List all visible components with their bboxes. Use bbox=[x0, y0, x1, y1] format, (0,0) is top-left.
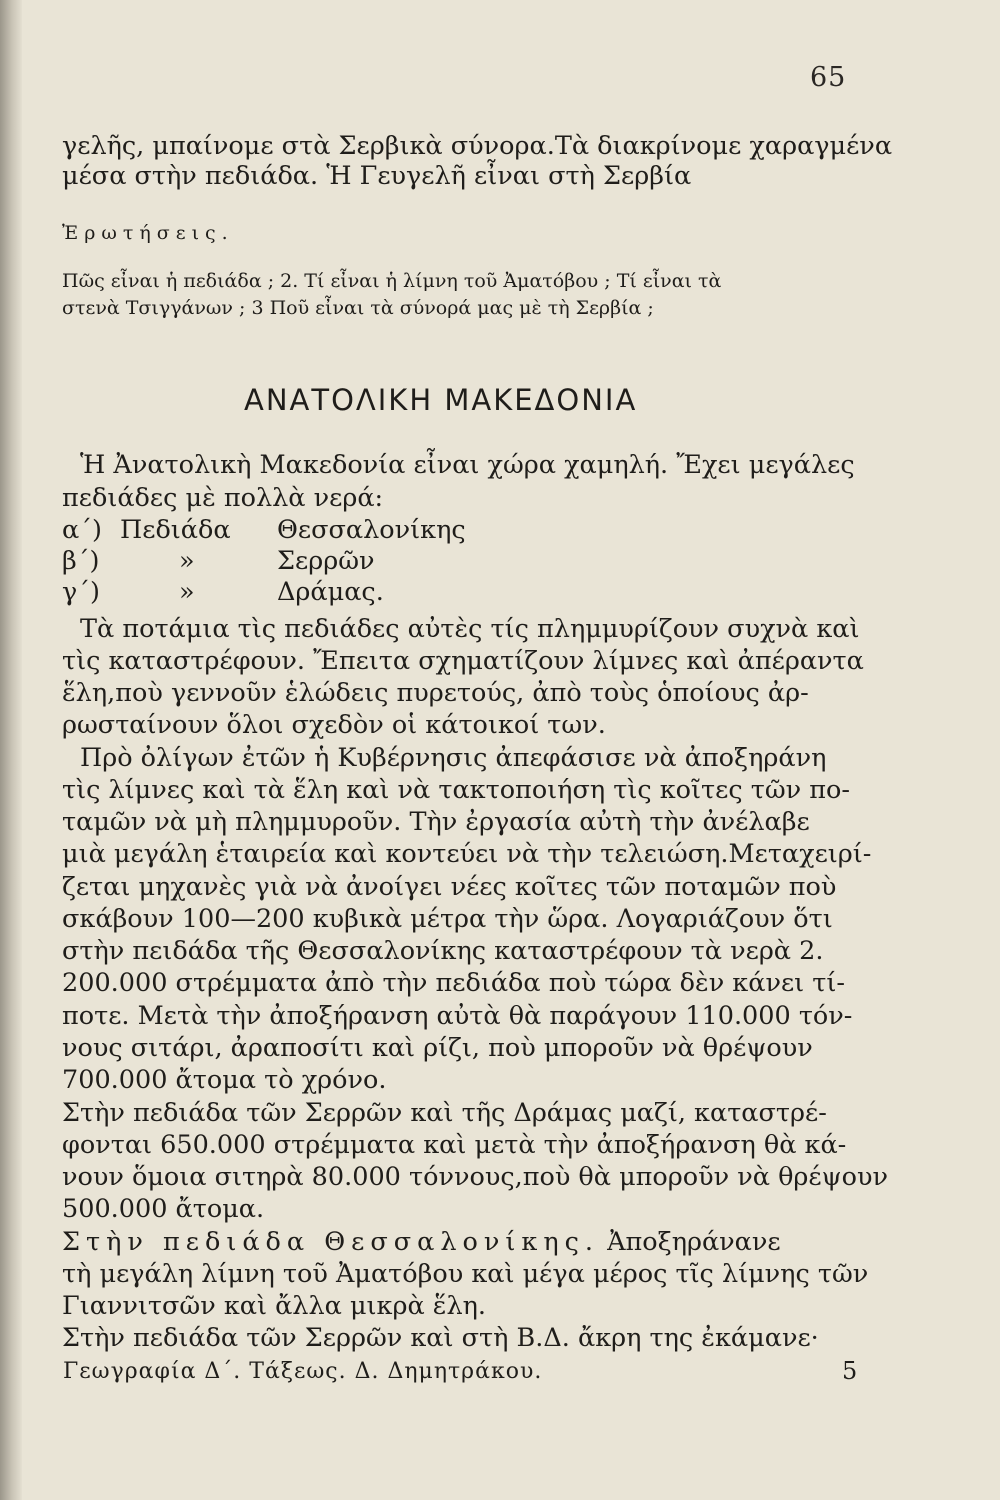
list-place: Θεσσαλονίκης bbox=[277, 515, 466, 545]
body-line: ζεται μηχανὲς γιὰ νὰ ἀνοίγει νέες κοῖτες τῶν ποταμῶν ποὺ bbox=[62, 872, 837, 902]
list-marker: γ΄) bbox=[62, 577, 100, 607]
subsection-line: Στὴν πεδιάδα τῶν Σερρῶν καὶ στὴ Β.Δ. ἄκρη της ἐκάμανε· bbox=[62, 1323, 819, 1353]
subsection-first-line bbox=[62, 1227, 781, 1257]
page-number: 65 bbox=[810, 62, 847, 93]
list-place: Σερρῶν bbox=[277, 546, 375, 576]
list-marker: α΄) bbox=[62, 515, 102, 545]
body-line: Πρὸ ὀλίγων ἐτῶν ἡ Κυβέρνησις ἀπεφάσισε νὰ ἀποξηράνη bbox=[80, 743, 827, 773]
body-line: ταμῶν νὰ μὴ πλημμυροῦν. Τὴν ἐργασία αὐτὴ τὴν ἀνέλαβε bbox=[62, 807, 810, 837]
intro-line-2: μέσα στὴν πεδιάδα. Ἡ Γευγελῆ εἶναι στὴ Σερβία bbox=[62, 161, 692, 191]
body-line: Τὰ ποτάμια τὶς πεδιάδες αὐτὲς τίς πλημμυρίζουν συχνὰ καὶ bbox=[80, 614, 860, 644]
footer-signature-mark: 5 bbox=[842, 1357, 858, 1385]
page-binding-edge bbox=[0, 0, 22, 1500]
question-line-1: Πῶς εἶναι ἡ πεδιάδα ; 2. Τί εἶναι ἡ λίμνη τοῦ Ἀματόβου ; Τί εἶναι τὰ bbox=[62, 270, 722, 292]
footer-book-title: Γεωγραφία Δ΄. Τάξεως. Δ. Δημητράκου. bbox=[63, 1359, 543, 1384]
opening-line-2: πεδιάδες μὲ πολλὰ νερά: bbox=[62, 483, 384, 513]
body-line: 500.000 ἄτομα. bbox=[62, 1194, 265, 1224]
body-line: μιὰ μεγάλη ἑταιρεία καὶ κοντεύει νὰ τὴν τελειώση.Μεταχειρί- bbox=[62, 839, 872, 869]
body-line: τὶς καταστρέφουν. Ἔπειτα σχηματίζουν λίμνες καὶ ἀπέραντα bbox=[62, 646, 864, 676]
body-line: Στὴν πεδιάδα τῶν Σερρῶν καὶ τῆς Δράμας μαζί, καταστρέ- bbox=[62, 1098, 827, 1128]
list-label: » bbox=[179, 546, 195, 576]
question-line-2: στενὰ Τσιγγάνων ; 3 Ποῦ εἶναι τὰ σύνορά μας μὲ τὴ Σερβία ; bbox=[62, 297, 654, 319]
body-line: φονται 650.000 στρέμματα καὶ μετὰ τὴν ἀποξήρανση θὰ κά- bbox=[62, 1130, 847, 1160]
body-line: νουν ὅμοια σιτηρὰ 80.000 τόννους,ποὺ θὰ μποροῦν νὰ θρέψουν bbox=[62, 1162, 888, 1192]
body-line: σκάβουν 100—200 κυβικὰ μέτρα τὴν ὥρα. Λογαριάζουν ὅτι bbox=[62, 904, 833, 934]
opening-line-1: Ἡ Ἀνατολικὴ Μακεδονία εἶναι χώρα χαμηλή. Ἔχει μεγάλες bbox=[80, 450, 855, 480]
body-line: νους σιτάρι, ἀραποσίτι καὶ ρίζι, ποὺ μποροῦν νὰ θρέψουν bbox=[62, 1033, 813, 1063]
section-heading: ΑΝΑΤΟΛΙΚΗ ΜΑΚΕΔΟΝΙΑ bbox=[244, 383, 638, 417]
body-line: ἕλη,ποὺ γεννοῦν ἑλώδεις πυρετούς, ἀπὸ τοὺς ὁποίους ἀρ- bbox=[62, 678, 809, 708]
body-line: ποτε. Μετὰ τὴν ἀποξήρανση αὐτὰ θὰ παράγουν 110.000 τόν- bbox=[62, 1001, 853, 1031]
list-label: » bbox=[179, 577, 195, 607]
subsection-line: Γιαννιτσῶν καὶ ἄλλα μικρὰ ἕλη. bbox=[62, 1291, 487, 1321]
questions-label: Ἐρωτήσεις. bbox=[62, 222, 234, 244]
subsection-spaced-title: Στὴν πεδιάδα Θεσσαλονίκης. bbox=[62, 1227, 600, 1257]
body-line: ρωσταίνουν ὅλοι σχεδὸν οἱ κάτοικοί των. bbox=[62, 710, 606, 740]
subsection-first-line-rest: Ἀποξηράνανε bbox=[607, 1227, 781, 1257]
list-place: Δράμας. bbox=[277, 577, 384, 607]
body-line: τὶς λίμνες καὶ τὰ ἕλη καὶ νὰ τακτοποιήση τὶς κοῖτες τῶν πο- bbox=[62, 775, 850, 805]
intro-line-1: γελῆς, μπαίνομε στὰ Σερβικὰ σύνορα.Τὰ διακρίνομε χαραγμένα bbox=[62, 131, 893, 161]
body-line: 700.000 ἄτομα τὸ χρόνο. bbox=[62, 1065, 387, 1095]
body-line: στὴν πειδάδα τῆς Θεσσαλονίκης καταστρέφουν τὰ νερὰ 2. bbox=[62, 936, 824, 966]
list-label: Πεδιάδα bbox=[120, 515, 231, 545]
body-line: 200.000 στρέμματα ἀπὸ τὴν πεδιάδα ποὺ τώρα δὲν κάνει τί- bbox=[62, 968, 845, 998]
list-marker: β΄) bbox=[62, 546, 100, 576]
subsection-line: τὴ μεγάλη λίμνη τοῦ Ἀματόβου καὶ μέγα μέρος τῖς λίμνης τῶν bbox=[62, 1259, 869, 1289]
